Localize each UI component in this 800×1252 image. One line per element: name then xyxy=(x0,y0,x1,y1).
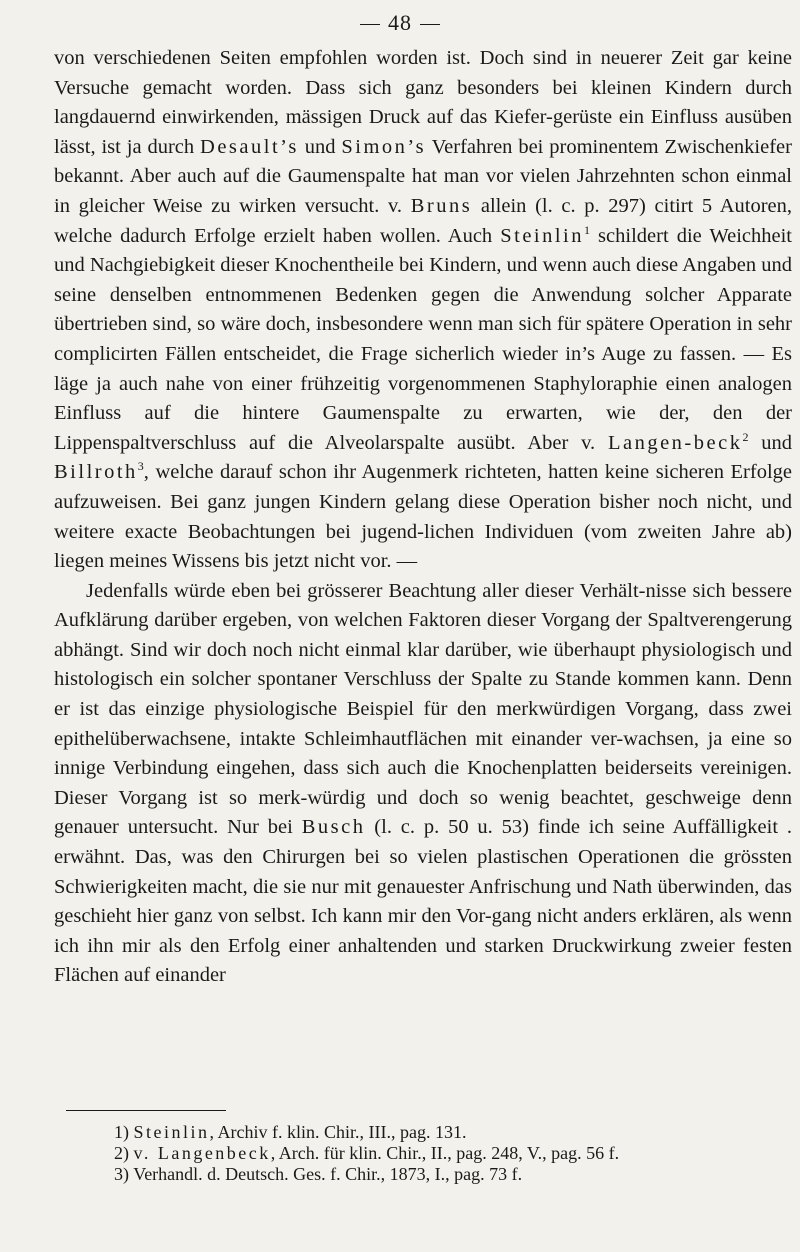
footnote-reference: , Archiv f. klin. Chir., III., pag. 131. xyxy=(209,1122,467,1142)
footnotes xyxy=(114,1122,794,1185)
footnote-number: 1) xyxy=(114,1122,129,1142)
footnote-marker: 1 xyxy=(584,222,591,237)
text-run: und xyxy=(748,431,793,454)
author-name: Busch xyxy=(301,816,366,839)
author-name: Bruns xyxy=(410,194,473,217)
text-run: Verfahren bei prominentem Zwischenkiefer bekannt. Aber auch auf die Gaumenspalte hat man vor vielen Jahrzehnten schon einmal in gleicher Weise zu wirken versucht. v. xyxy=(54,135,792,217)
text-run: Jedenfalls würde eben bei grösserer Beachtung aller dieser Verhält-nisse sich bessere Aufklärung darüber ergeben, von welchen Faktoren dieser Vorgang der Spaltverengerung abhängt. Sind wir doch noch nicht einmal klar darüber, wie überhaupt physiologisch und histologisch ein solcher spontaner Verschluss der Spalte zu Stande kommen kann. Denn er ist das einzige physiologische Beispiel für den merkwürdigen Vorgang, dass zwei epithelüberwachsene, intakte Schleimhautflächen mit einander ver-wachsen, ja eine so innige Verbindung eingehen, dass sich auch die Knochenplatten beiderseits vereinigen. Dieser Vorgang ist so merk-würdig und doch so wenig beachtet, geschweige denn genauer untersucht. Nur bei xyxy=(54,579,792,839)
author-name: Steinlin xyxy=(500,224,585,247)
footnote-marker: 3 xyxy=(137,459,144,474)
footnote-3 xyxy=(114,1164,794,1185)
author-name: Langen-beck xyxy=(607,431,743,454)
text-run: (l. c. p. 50 u. 53) finde ich seine Auffälligkeit . erwähnt. Das, was den Chirurgen bei so vielen plastischen Operationen die grössten Schwierigkeiten macht, die sie nur mit genauester Anfrischung und Nath überwinden, das geschieht hier ganz von selbst. Ich kann mir den Vor-gang nicht anders erklären, als wenn ich ihn mir als den Erfolg einer anhaltenden und starken Druckwirkung zweier festen Flächen auf einander xyxy=(54,816,792,987)
text-run: und xyxy=(298,135,342,158)
author-name: Simon’s xyxy=(341,135,427,158)
page-number-text: 48 xyxy=(388,10,412,35)
paragraph-2 xyxy=(54,577,792,991)
paragraph-1 xyxy=(54,44,792,577)
author-name: Desault’s xyxy=(200,135,299,158)
footnote-number: 2) xyxy=(114,1143,129,1163)
footnote-marker: 2 xyxy=(742,429,749,444)
text-run: allein (l. c. p. 297) citirt 5 Autoren, welche dadurch Erfolge erzielt haben wollen. Auch xyxy=(54,194,793,247)
page-number xyxy=(0,10,800,36)
text-run: , welche darauf schon ihr Augenmerk richteten, hatten keine sicheren Erfolge aufzuweisen. Bei ganz jungen Kindern gelang diese Operation bisher noch nicht, und weitere exacte Beobachtungen bei jugend-lichen Individuen (vom zweiten Jahre ab) liegen meines Wissens bis jetzt nicht vor. — xyxy=(54,461,792,573)
text-run: von verschiedenen Seiten empfohlen worden ist. Doch sind in neuerer Zeit gar keine Versuche gemacht worden. Dass sich ganz besonders bei kleinen Kindern durch langdauernd einwirkenden, mässigen Druck auf das Kiefer-gerüste ein Einfluss ausüben lässt, ist ja durch xyxy=(54,47,792,158)
footnote-number: 3) xyxy=(114,1164,129,1184)
footnote-reference: Verhandl. d. Deutsch. Ges. f. Chir., 1873, I., pag. 73 f. xyxy=(133,1164,523,1184)
footnote-1 xyxy=(114,1122,794,1143)
footnote-reference: , Arch. für klin. Chir., II., pag. 248, V., pag. 56 f. xyxy=(270,1143,620,1163)
folio-dash-right xyxy=(420,24,440,25)
footnote-2 xyxy=(114,1143,794,1164)
author-name: Billroth xyxy=(54,461,138,484)
footnote-author: Steinlin xyxy=(133,1122,210,1142)
footnote-author: v. Langenbeck xyxy=(133,1143,271,1163)
footnote-rule xyxy=(66,1110,226,1111)
main-text xyxy=(54,44,792,991)
text-run: schildert die Weichheit und Nachgiebigkeit dieser Knochentheile bei Kindern, und wenn auch diese Angaben und seine denselben entnommenen Bedenken gegen die Anwendung solcher Apparate übertrieben sind, so wäre doch, insbesondere wenn man sich für spätere Operation in sehr complicirten Fällen entscheidet, die Frage sicherlich wieder in’s Auge zu fassen. — Es läge ja auch nahe von einer frühzeitig vorgenommenen Staphyloraphie einen analogen Einfluss auf die hintere Gaumenspalte zu erwarten, wie der, den der Lippenspaltverschluss auf die Alveolarspalte ausübt. Aber v. xyxy=(54,224,793,454)
folio-dash-left xyxy=(360,24,380,25)
